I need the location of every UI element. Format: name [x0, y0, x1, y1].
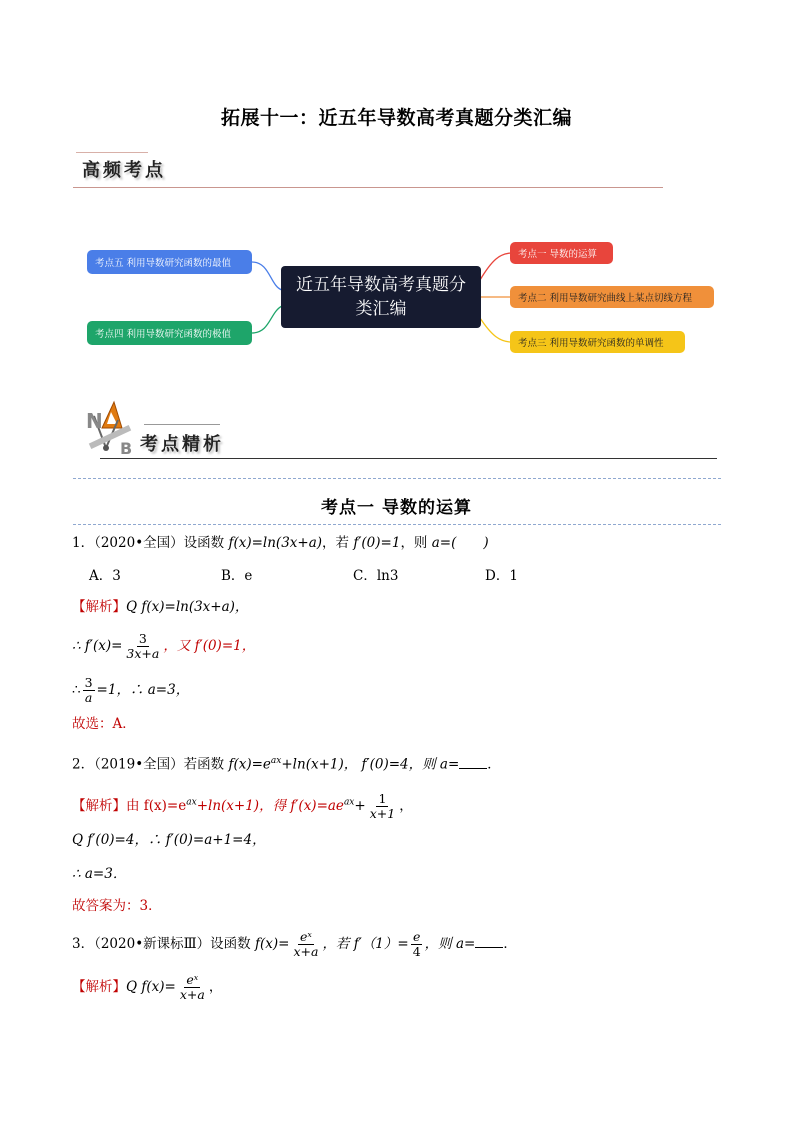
q2-solution-exp2: ax [343, 797, 355, 808]
mindmap-node-label: 考点四 利用导数研究函数的极值 [95, 329, 232, 340]
dashed-divider-top [73, 478, 721, 479]
q2-solution-tag: 【解析】 [72, 798, 126, 814]
q2-solution-text1d: ， [399, 798, 413, 814]
mindmap-node-label: 考点一 导数的运算 [518, 249, 598, 260]
mindmap-node-topic4[interactable] [87, 321, 252, 345]
q1-solution-line3 [72, 676, 189, 705]
q3-solution-line1 [72, 973, 222, 1002]
q3-stem: 3．（2020•新课标Ⅲ）设函数 f(x)= $\frac{\text{eˣ}}{x+a}$ ，若 f′（1）= $\frac{e}{4}$ ，则 a= ． [72, 929, 517, 959]
q1-option-d[interactable]: D．1 [485, 568, 518, 584]
q2-solution-line1 [72, 792, 413, 821]
q3-solution-fraction-num: eˣ [186, 972, 199, 987]
q1-condition: f′(0)=1 [353, 535, 401, 551]
q3-stem-mid: ，若 f′（1）= [322, 936, 409, 952]
q2-fraction-num: 1 [378, 791, 387, 806]
q2-condition: f′(0)=4，则 a= [361, 756, 460, 773]
page-title: 拓展十一：近五年导数高考真题分类汇编 [220, 107, 572, 129]
q1-solution-text3: ∴ [72, 682, 81, 698]
q1-solution-text2: ∴ f′(x)= [72, 638, 123, 654]
mindmap-node-label: 考点五 利用导数研究函数的最值 [95, 258, 232, 269]
q1-stem-mid2: ，则 [400, 535, 428, 551]
q2-fraction [368, 792, 397, 821]
q3-solution-fraction-den: x+a [179, 987, 205, 1002]
analysis-divider [100, 458, 717, 459]
q2-solution-plus: + [354, 798, 366, 814]
svg-text:B: B [120, 439, 133, 458]
q2-stem: 2．（2019•全国）若函数 $f(x)=e^{ax}+\ln(x+1)$， f′(0)=4，则 a= ． [72, 756, 501, 773]
q2-fraction-den: x+1 [369, 806, 396, 821]
q2-solution-text1a: 由 f(x)=e [126, 798, 187, 814]
q1-option-a[interactable]: A．3 [89, 568, 121, 584]
q1-solution-line2 [72, 632, 255, 661]
mindmap-node-topic1[interactable] [510, 242, 613, 264]
q3-answer-blank[interactable] [475, 935, 503, 948]
q3-function: f(x)= [254, 936, 290, 952]
q1-fraction-num: 3 [138, 631, 147, 646]
q3-solution-text1b: ， [208, 979, 223, 995]
q2-solution-text1b: +ln(x+1)，得 f′(x)=ae [196, 798, 344, 814]
q2-answer-blank[interactable] [459, 756, 487, 769]
q1-fraction2-num: 3 [84, 675, 93, 690]
q1-answer: 故选：A． [72, 716, 136, 732]
q3-fraction-num: eˣ [300, 929, 312, 944]
q3-solution-text1a: Q f(x)= [126, 979, 176, 995]
q2-stem-prefix: 2．（2019•全国）若函数 [72, 756, 225, 773]
q1-solution-text2b: ，又 f′(0)=1， [163, 638, 256, 654]
q2-solution-line2: Q f′(0)=4，∴ f′(0)=a+1=4， [72, 832, 266, 848]
q3-fraction-den: x+a [293, 944, 319, 959]
q1-option-b[interactable]: B．e [221, 568, 253, 584]
q3-stem-end: ，则 a= [424, 936, 476, 952]
q1-solution-tag: 【解析】 [72, 599, 126, 615]
q1-options [89, 566, 617, 586]
q2-solution-exp1: ax [186, 797, 197, 808]
q1-fraction [124, 632, 161, 661]
mindmap-node-label: 考点二 利用导数研究曲线上某点切线方程 [518, 293, 693, 304]
geometry-tools-icon [84, 398, 140, 460]
q1-stem [72, 533, 489, 553]
q1-stem-mid: ，若 [322, 535, 350, 551]
analysis-decor-line [144, 424, 220, 425]
q2-function: f(x)=e [228, 756, 271, 773]
topic-title: 考点一 导数的运算 [321, 498, 472, 518]
q1-option-c[interactable]: C．ln3 [353, 568, 399, 584]
svg-text:N: N [86, 409, 103, 433]
q3-fraction [291, 930, 320, 959]
high-frequency-heading: 高频考点 [82, 160, 166, 181]
q3-stem-prefix: 3．（2020•新课标Ⅲ）设函数 [72, 936, 251, 952]
q2-solution-line3: ∴ a=3． [72, 866, 127, 882]
q2-exponent: ax [270, 756, 282, 766]
mindmap-center-node[interactable]: 近五年导数高考真题分类汇编 [281, 266, 481, 328]
mindmap-node-topic3[interactable] [510, 331, 685, 353]
q1-fraction2-den: a [84, 690, 93, 705]
q1-fraction-den: 3x+a [126, 646, 160, 661]
q3-fraction2-num: e [412, 929, 421, 944]
mindmap-node-label: 考点三 利用导数研究函数的单调性 [518, 338, 664, 349]
q1-solution-line1 [72, 597, 248, 617]
q1-stem-end: a=( ) [431, 535, 489, 551]
q1-solution-text1: Q f(x)=ln(3x+a)， [126, 599, 249, 615]
q2-function-rest: +ln(x+1)， [281, 756, 358, 773]
q3-fraction2-den: 4 [412, 944, 421, 959]
analysis-heading: 考点精析 [140, 434, 224, 455]
q2-answer: 故答案为：3． [72, 898, 162, 914]
q1-stem-prefix: 1．（2020•全国）设函数 [72, 535, 225, 551]
mindmap-node-topic5[interactable] [87, 250, 252, 274]
q3-fraction2 [411, 930, 423, 959]
dashed-divider-bottom [73, 524, 721, 525]
q3-solution-fraction [178, 973, 207, 1002]
q1-fraction2 [83, 676, 95, 705]
q1-function: f(x)=ln(3x+a) [228, 535, 323, 551]
mindmap-node-topic2[interactable] [510, 286, 714, 308]
q3-solution-tag: 【解析】 [72, 979, 126, 995]
q1-solution-text3b: =1，∴ a=3， [96, 682, 190, 698]
